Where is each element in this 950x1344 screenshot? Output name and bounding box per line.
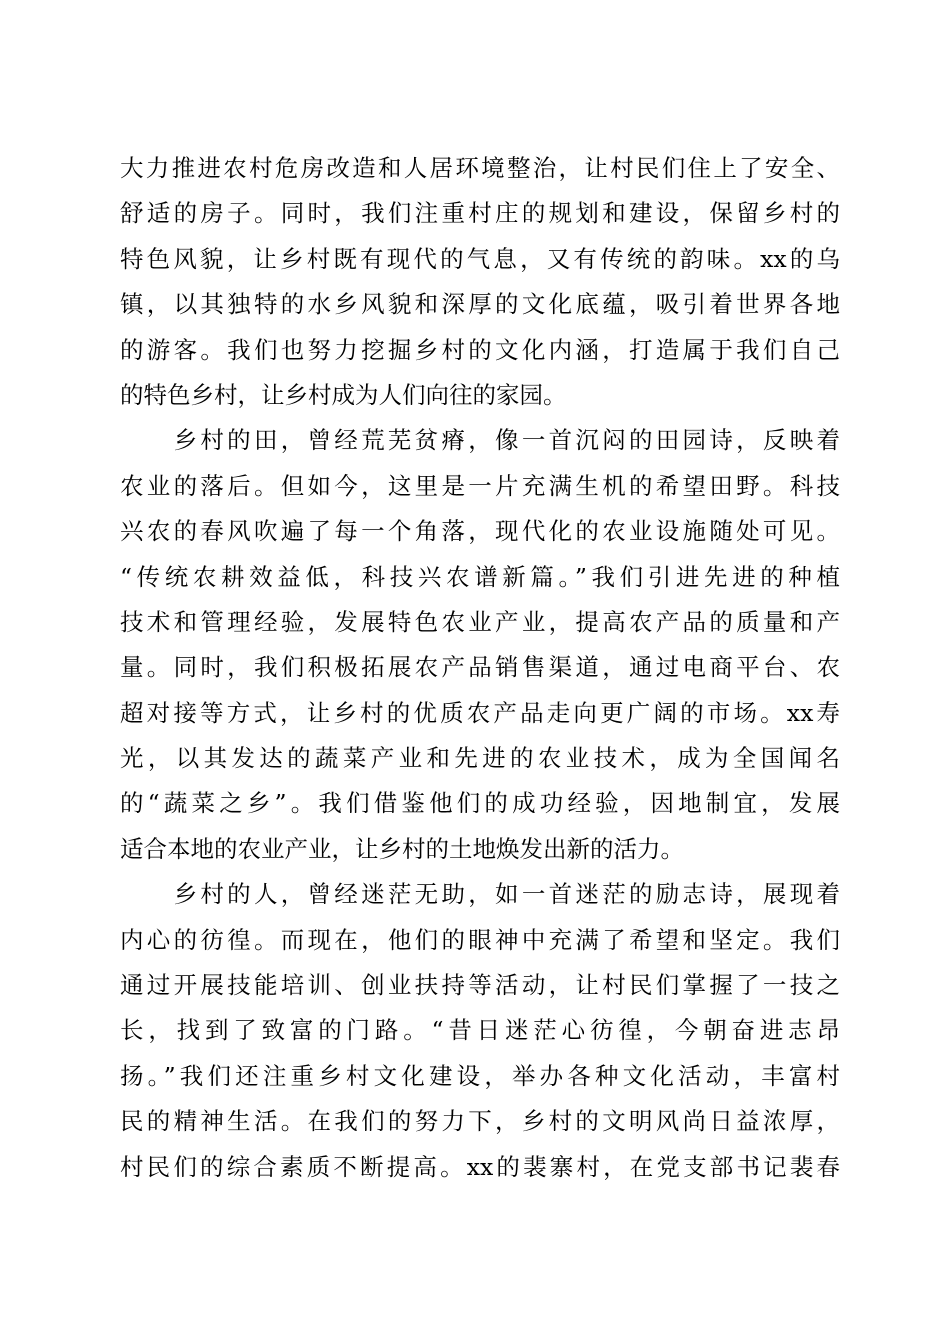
text-line: 的“蔬菜之乡”。我们借鉴他们的成功经验，因地制宜，发展 xyxy=(120,789,840,818)
text-line: 民的精神生活。在我们的努力下，乡村的文明风尚日益浓厚， xyxy=(120,1107,840,1136)
text-line: 的特色乡村，让乡村成为人们向往的家园。 xyxy=(120,380,567,409)
text-line: 扬。”我们还注重乡村文化建设，举办各种文化活动，丰富村 xyxy=(120,1061,840,1090)
text-line: 特色风貌，让乡村既有现代的气息，又有传统的韵味。xx的乌 xyxy=(120,244,840,273)
text-line: 村民们的综合素质不断提高。xx的裴寨村，在党支部书记裴春 xyxy=(120,1152,840,1181)
text-line: 农业的落后。但如今，这里是一片充满生机的希望田野。科技 xyxy=(120,471,840,500)
document-body xyxy=(120,146,840,1190)
text-line: 的游客。我们也努力挖掘乡村的文化内涵，打造属于我们自己 xyxy=(120,335,840,364)
text-line: 大力推进农村危房改造和人居环境整治，让村民们住上了安全、 xyxy=(120,154,840,182)
text-line: 通过开展技能培训、创业扶持等活动，让村民们掌握了一技之 xyxy=(120,971,840,1000)
paragraph-village-people xyxy=(120,872,840,1190)
text-line: 量。同时，我们积极拓展农产品销售渠道，通过电商平台、农 xyxy=(120,653,840,682)
text-line: 舒适的房子。同时，我们注重村庄的规划和建设，保留乡村的 xyxy=(120,199,840,228)
text-line: 长，找到了致富的门路。“昔日迷茫心彷徨，今朝奋进志昂 xyxy=(120,1016,840,1045)
paragraph-village-appearance xyxy=(120,146,840,418)
text-line: 适合本地的农业产业，让乡村的土地焕发出新的活力。 xyxy=(120,834,684,863)
text-line: 超对接等方式，让乡村的优质农产品走向更广阔的市场。xx寿 xyxy=(120,698,840,727)
text-line: 兴农的春风吹遍了每一个角落，现代化的农业设施随处可见。 xyxy=(120,517,840,546)
text-line: 光，以其发达的蔬菜产业和先进的农业技术，成为全国闻名 xyxy=(120,744,840,773)
text-line: 内心的彷徨。而现在，他们的眼神中充满了希望和坚定。我们 xyxy=(120,925,840,954)
text-line: 技术和管理经验，发展特色农业产业，提高农产品的质量和产 xyxy=(120,607,840,636)
text-line: 镇，以其独特的水乡风貌和深厚的文化底蕴，吸引着世界各地 xyxy=(120,290,840,319)
text-line: 乡村的田，曾经荒芜贫瘠，像一首沉闷的田园诗，反映着 xyxy=(120,426,840,455)
text-line: 乡村的人，曾经迷茫无助，如一首迷茫的励志诗，展现着 xyxy=(120,880,840,909)
text-line: “传统农耕效益低，科技兴农谱新篇。”我们引进先进的种植 xyxy=(120,562,840,591)
paragraph-village-fields xyxy=(120,418,840,872)
